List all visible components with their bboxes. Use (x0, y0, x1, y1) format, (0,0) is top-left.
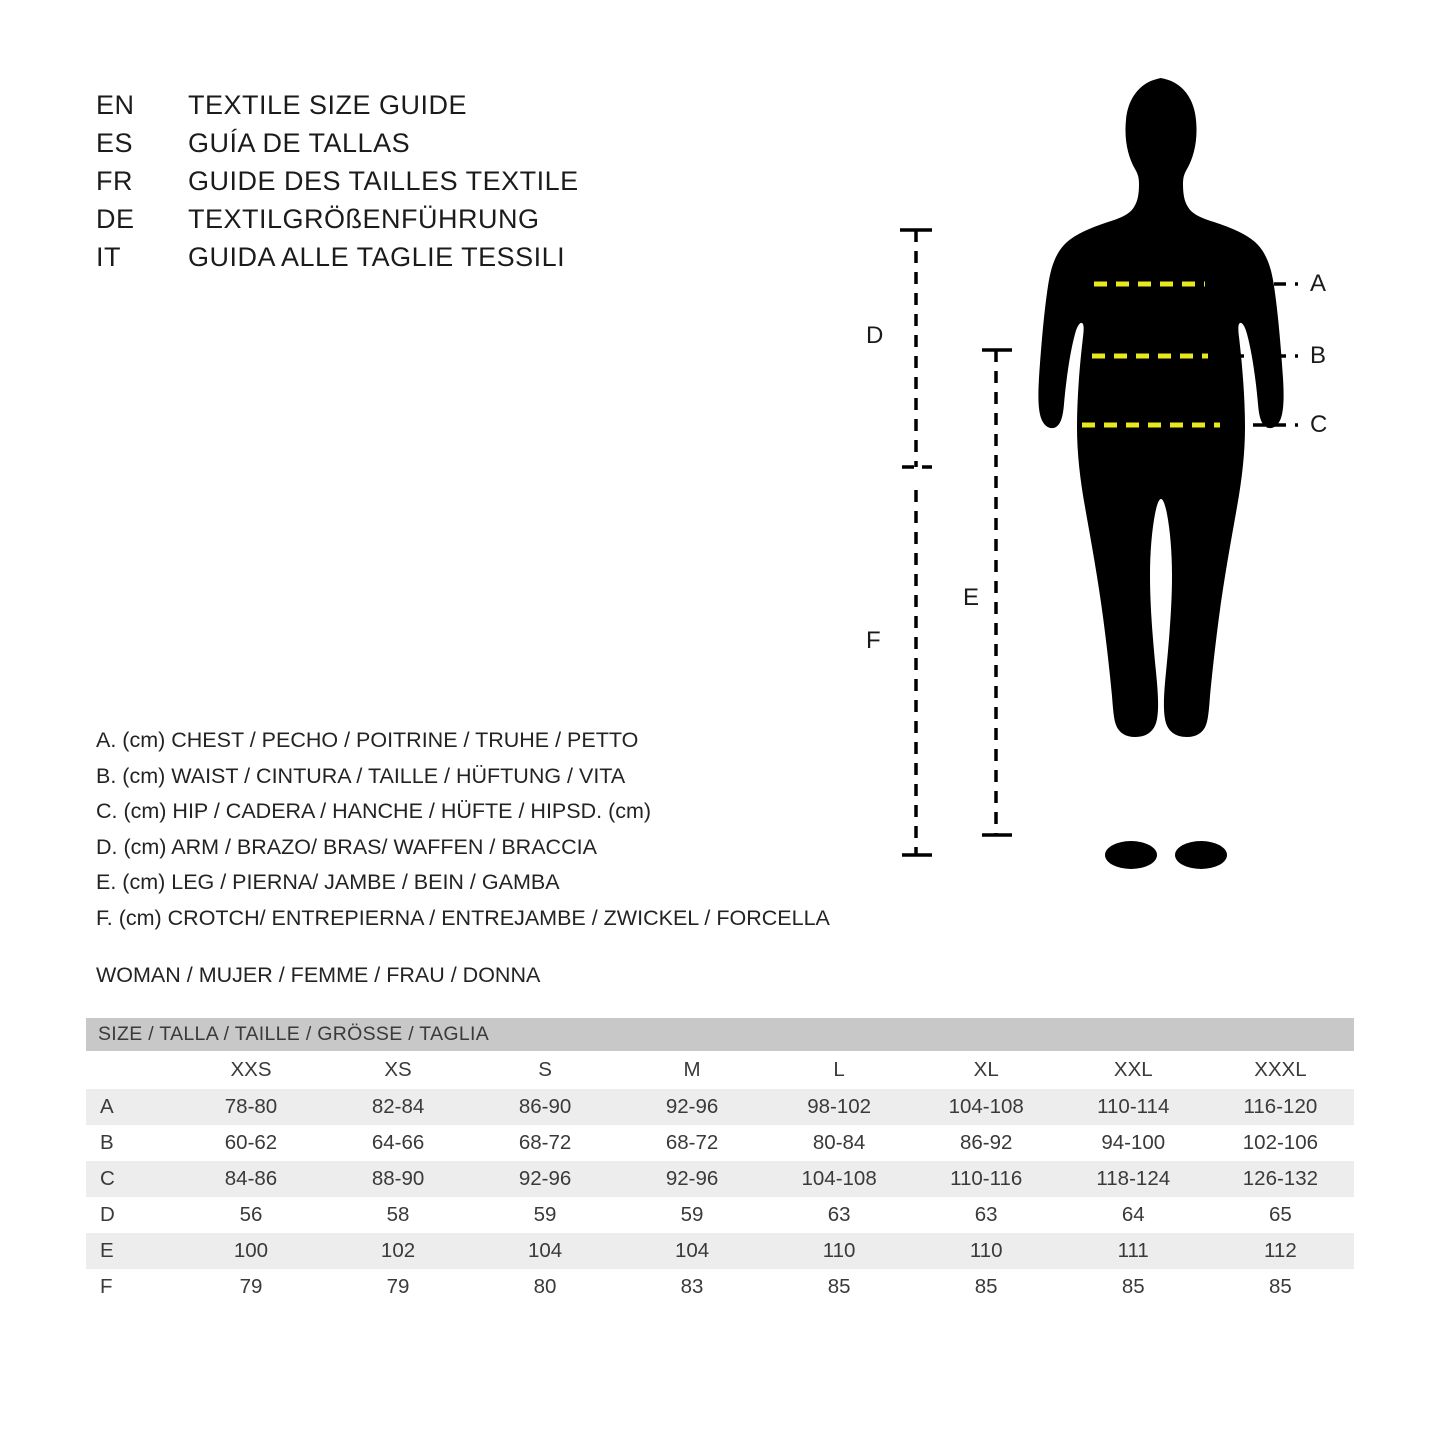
cell-c-xxxl: 126-132 (1207, 1161, 1354, 1197)
title-row (96, 238, 736, 276)
cell-a-xs: 82-84 (325, 1089, 472, 1125)
size-header-xs: XS (325, 1051, 472, 1089)
size-header-m: M (619, 1051, 766, 1089)
legend-item-e: E. (cm) LEG / PIERNA/ JAMBE / BEIN / GAMBA (96, 870, 560, 894)
legend-item-c: C. (cm) HIP / CADERA / HANCHE / HÜFTE / HIPSD. (cm) (96, 799, 652, 823)
cell-d-m: 59 (619, 1197, 766, 1233)
title-row (96, 162, 736, 200)
cell-f-xxl: 85 (1060, 1269, 1207, 1305)
cell-f-l: 85 (766, 1269, 913, 1305)
table-header-row (86, 1051, 1354, 1089)
cell-e-s: 104 (472, 1233, 619, 1269)
cell-e-m: 104 (619, 1233, 766, 1269)
row-label-c: C (86, 1161, 177, 1197)
size-header-xl: XL (913, 1051, 1060, 1089)
cell-e-xs: 102 (325, 1233, 472, 1269)
cell-d-l: 63 (766, 1197, 913, 1233)
cell-b-xxs: 60-62 (177, 1125, 324, 1161)
cell-c-s: 92-96 (472, 1161, 619, 1197)
title-lang-de: DE (96, 204, 135, 234)
cell-a-xxl: 110-114 (1060, 1089, 1207, 1125)
cell-f-xxs: 79 (177, 1269, 324, 1305)
cell-b-xs: 64-66 (325, 1125, 472, 1161)
row-label-d: D (86, 1197, 177, 1233)
title-row (96, 124, 736, 162)
size-table (86, 1018, 1354, 1305)
title-text-de: TEXTILGRÖßENFÜHRUNG (188, 204, 540, 234)
cell-f-xl: 85 (913, 1269, 1060, 1305)
cell-c-xxs: 84-86 (177, 1161, 324, 1197)
cell-e-xxs: 100 (177, 1233, 324, 1269)
measurement-figure (820, 60, 1400, 920)
size-header-l: L (766, 1051, 913, 1089)
legend-block (96, 723, 896, 936)
left-foot (1105, 841, 1157, 869)
cell-a-s: 86-90 (472, 1089, 619, 1125)
cell-e-xxl: 111 (1060, 1233, 1207, 1269)
title-text-es: GUÍA DE TALLAS (188, 128, 411, 158)
female-silhouette-shape (1038, 78, 1283, 869)
marker-label-crotch: F (866, 627, 881, 654)
title-row (96, 200, 736, 238)
row-label-f: F (86, 1269, 177, 1305)
right-foot (1175, 841, 1227, 869)
size-header-xxs: XXS (177, 1051, 324, 1089)
size-header-s: S (472, 1051, 619, 1089)
marker-label-chest: A (1310, 270, 1327, 297)
cell-e-xl: 110 (913, 1233, 1060, 1269)
title-row (96, 86, 736, 124)
table-row (86, 1089, 1354, 1125)
table-row (86, 1161, 1354, 1197)
row-label-e: E (86, 1233, 177, 1269)
size-header-xxxl: XXXL (1207, 1051, 1354, 1089)
title-lang-en: EN (96, 90, 135, 120)
legend-item-b: B. (cm) WAIST / CINTURA / TAILLE / HÜFTUNG / VITA (96, 763, 626, 788)
cell-b-xxxl: 102-106 (1207, 1125, 1354, 1161)
cell-d-xxxl: 65 (1207, 1197, 1354, 1233)
cell-f-m: 83 (619, 1269, 766, 1305)
legend-item-d: D. (cm) ARM / BRAZO/ BRAS/ WAFFEN / BRACCIA (96, 834, 597, 859)
cell-b-l: 80-84 (766, 1125, 913, 1161)
cell-b-xl: 86-92 (913, 1125, 1060, 1161)
cell-c-l: 104-108 (766, 1161, 913, 1197)
cell-f-xs: 79 (325, 1269, 472, 1305)
silhouette-diagram (820, 60, 1400, 920)
title-text-en: TEXTILE SIZE GUIDE (188, 90, 468, 120)
title-text-it: GUIDA ALLE TAGLIE TESSILI (188, 242, 566, 272)
table-row (86, 1233, 1354, 1269)
marker-label-leg: E (963, 584, 980, 611)
cell-c-xs: 88-90 (325, 1161, 472, 1197)
cell-a-xxs: 78-80 (177, 1089, 324, 1125)
cell-e-l: 110 (766, 1233, 913, 1269)
marker-label-hip: C (1310, 411, 1328, 438)
table-row (86, 1125, 1354, 1161)
table-row (86, 1197, 1354, 1233)
cell-c-xxl: 118-124 (1060, 1161, 1207, 1197)
legend-item-a: A. (cm) CHEST / PECHO / POITRINE / TRUHE / PETTO (96, 728, 639, 752)
table-band-header-row (86, 1018, 1354, 1051)
row-label-a: A (86, 1089, 177, 1125)
cell-c-m: 92-96 (619, 1161, 766, 1197)
table-corner-cell (86, 1051, 177, 1089)
marker-label-arm: D (866, 322, 884, 349)
table-band-header: SIZE / TALLA / TAILLE / GRÖSSE / TAGLIA (86, 1018, 1354, 1051)
cell-c-xl: 110-116 (913, 1161, 1060, 1197)
cell-e-xxxl: 112 (1207, 1233, 1354, 1269)
cell-d-s: 59 (472, 1197, 619, 1233)
gender-label: WOMAN / MUJER / FEMME / FRAU / DONNA (96, 963, 541, 987)
table-row (86, 1269, 1354, 1305)
legend-item-f: F. (cm) CROTCH/ ENTREPIERNA / ENTREJAMBE / ZWICKEL / FORCELLA (96, 905, 830, 930)
marker-label-waist: B (1310, 342, 1327, 369)
cell-a-l: 98-102 (766, 1089, 913, 1125)
row-label-b: B (86, 1125, 177, 1161)
cell-d-xxs: 56 (177, 1197, 324, 1233)
cell-a-xl: 104-108 (913, 1089, 1060, 1125)
cell-d-xs: 58 (325, 1197, 472, 1233)
cell-a-m: 92-96 (619, 1089, 766, 1125)
size-header-xxl: XXL (1060, 1051, 1207, 1089)
title-block (96, 86, 736, 276)
title-lang-fr: FR (96, 166, 133, 196)
title-text-fr: GUIDE DES TAILLES TEXTILE (188, 166, 579, 196)
cell-b-xxl: 94-100 (1060, 1125, 1207, 1161)
cell-b-s: 68-72 (472, 1125, 619, 1161)
title-lang-it: IT (96, 242, 121, 272)
cell-a-xxxl: 116-120 (1207, 1089, 1354, 1125)
cell-b-m: 68-72 (619, 1125, 766, 1161)
cell-f-s: 80 (472, 1269, 619, 1305)
cell-d-xxl: 64 (1060, 1197, 1207, 1233)
title-lang-es: ES (96, 128, 134, 158)
cell-d-xl: 63 (913, 1197, 1060, 1233)
cell-f-xxxl: 85 (1207, 1269, 1354, 1305)
